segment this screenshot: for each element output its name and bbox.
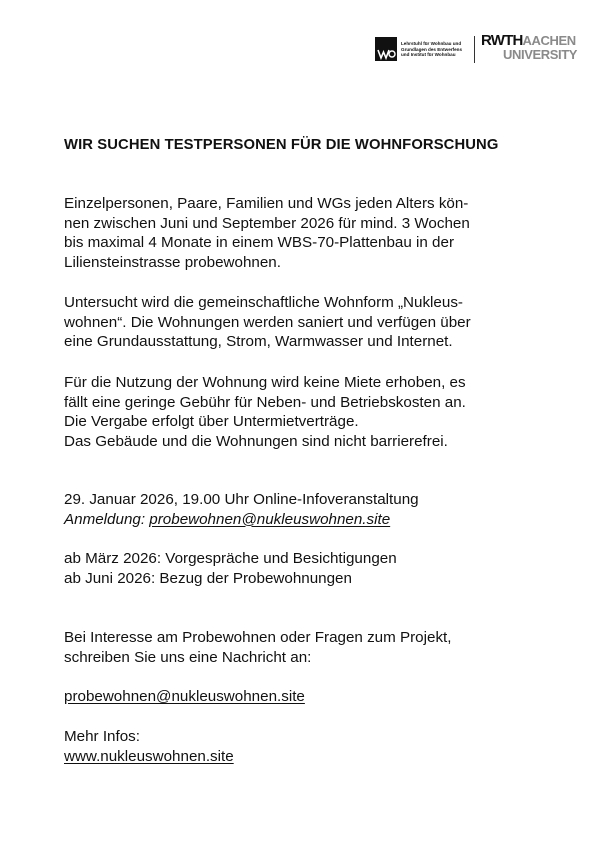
header-logos	[372, 34, 582, 66]
paragraph-line: nen zwischen Juni und September 2026 für mind. 3 Wochen	[64, 214, 470, 232]
logo-divider	[474, 36, 475, 63]
schedule-item: ab Juni 2026: Bezug der Probewohnungen	[64, 569, 352, 587]
registration-line	[64, 510, 564, 530]
paragraph-line: wohnen“. Die Wohnungen werden saniert und verfügen über	[64, 313, 471, 331]
paragraph-line: bis maximal 4 Monate in einem WBS-70-Plattenbau in der	[64, 234, 454, 251]
event-section	[64, 490, 564, 529]
page-title: WIR SUCHEN TESTPERSONEN FÜR DIE WOHNFORSCHUNG	[64, 137, 499, 153]
more-info-label: Mehr Infos:	[64, 728, 140, 745]
schedule-section	[64, 549, 564, 588]
contact-email-link[interactable]: probewohnen@nukleuswohnen.site	[64, 688, 305, 705]
paragraph-line: Für die Nutzung der Wohnung wird keine Miete erhoben, es	[64, 374, 466, 391]
paragraph-line: Die Vergabe erfolgt über Untermietverträge.	[64, 413, 359, 430]
rwth-logo-main: RWTH	[481, 32, 523, 49]
rwth-logo-university: UNIVERSITY	[503, 47, 578, 62]
registration-email-link[interactable]: probewohnen@nukleuswohnen.site	[149, 510, 391, 528]
intro-paragraph	[64, 194, 564, 272]
contact-section	[64, 628, 564, 667]
paragraph-line: fällt eine geringe Gebühr für Neben- und Betriebskosten an.	[64, 393, 466, 411]
website-link[interactable]: www.nukleuswohnen.site	[64, 747, 234, 765]
event-line: 29. Januar 2026, 19.00 Uhr Online-Infoveranstaltung	[64, 491, 419, 508]
rwth-logo	[481, 34, 576, 48]
schedule-item: ab März 2026: Vorgespräche und Besichtigungen	[64, 550, 397, 567]
paragraph-line: Das Gebäude und die Wohnungen sind nicht barrierefrei.	[64, 432, 448, 450]
chair-logo-mark	[375, 37, 397, 61]
rwth-logo-aachen: AACHEN	[522, 33, 576, 48]
registration-label: Anmeldung:	[64, 510, 146, 528]
contact-line: Bei Interesse am Probewohnen oder Fragen zum Projekt,	[64, 629, 452, 646]
contact-email-block	[64, 687, 564, 707]
housing-form-paragraph	[64, 293, 564, 352]
contact-line: schreiben Sie uns eine Nachricht an:	[64, 648, 312, 666]
paragraph-line: Untersucht wird die gemeinschaftliche Wohnform „Nukleus-	[64, 294, 463, 311]
costs-paragraph	[64, 373, 564, 451]
paragraph-line: eine Grundausstattung, Strom, Warmwasser und Internet.	[64, 333, 453, 350]
more-info-section	[64, 727, 564, 766]
paragraph-line: Einzelpersonen, Paare, Familien und WGs jeden Alters kön-	[64, 195, 469, 212]
paragraph-line: Liliensteinstrasse probewohnen.	[64, 253, 281, 271]
chair-logo-text: Lehrstuhl für Wohnbau und Grundlagen des Entwerfens und Institut für Wohnbau	[401, 41, 463, 58]
